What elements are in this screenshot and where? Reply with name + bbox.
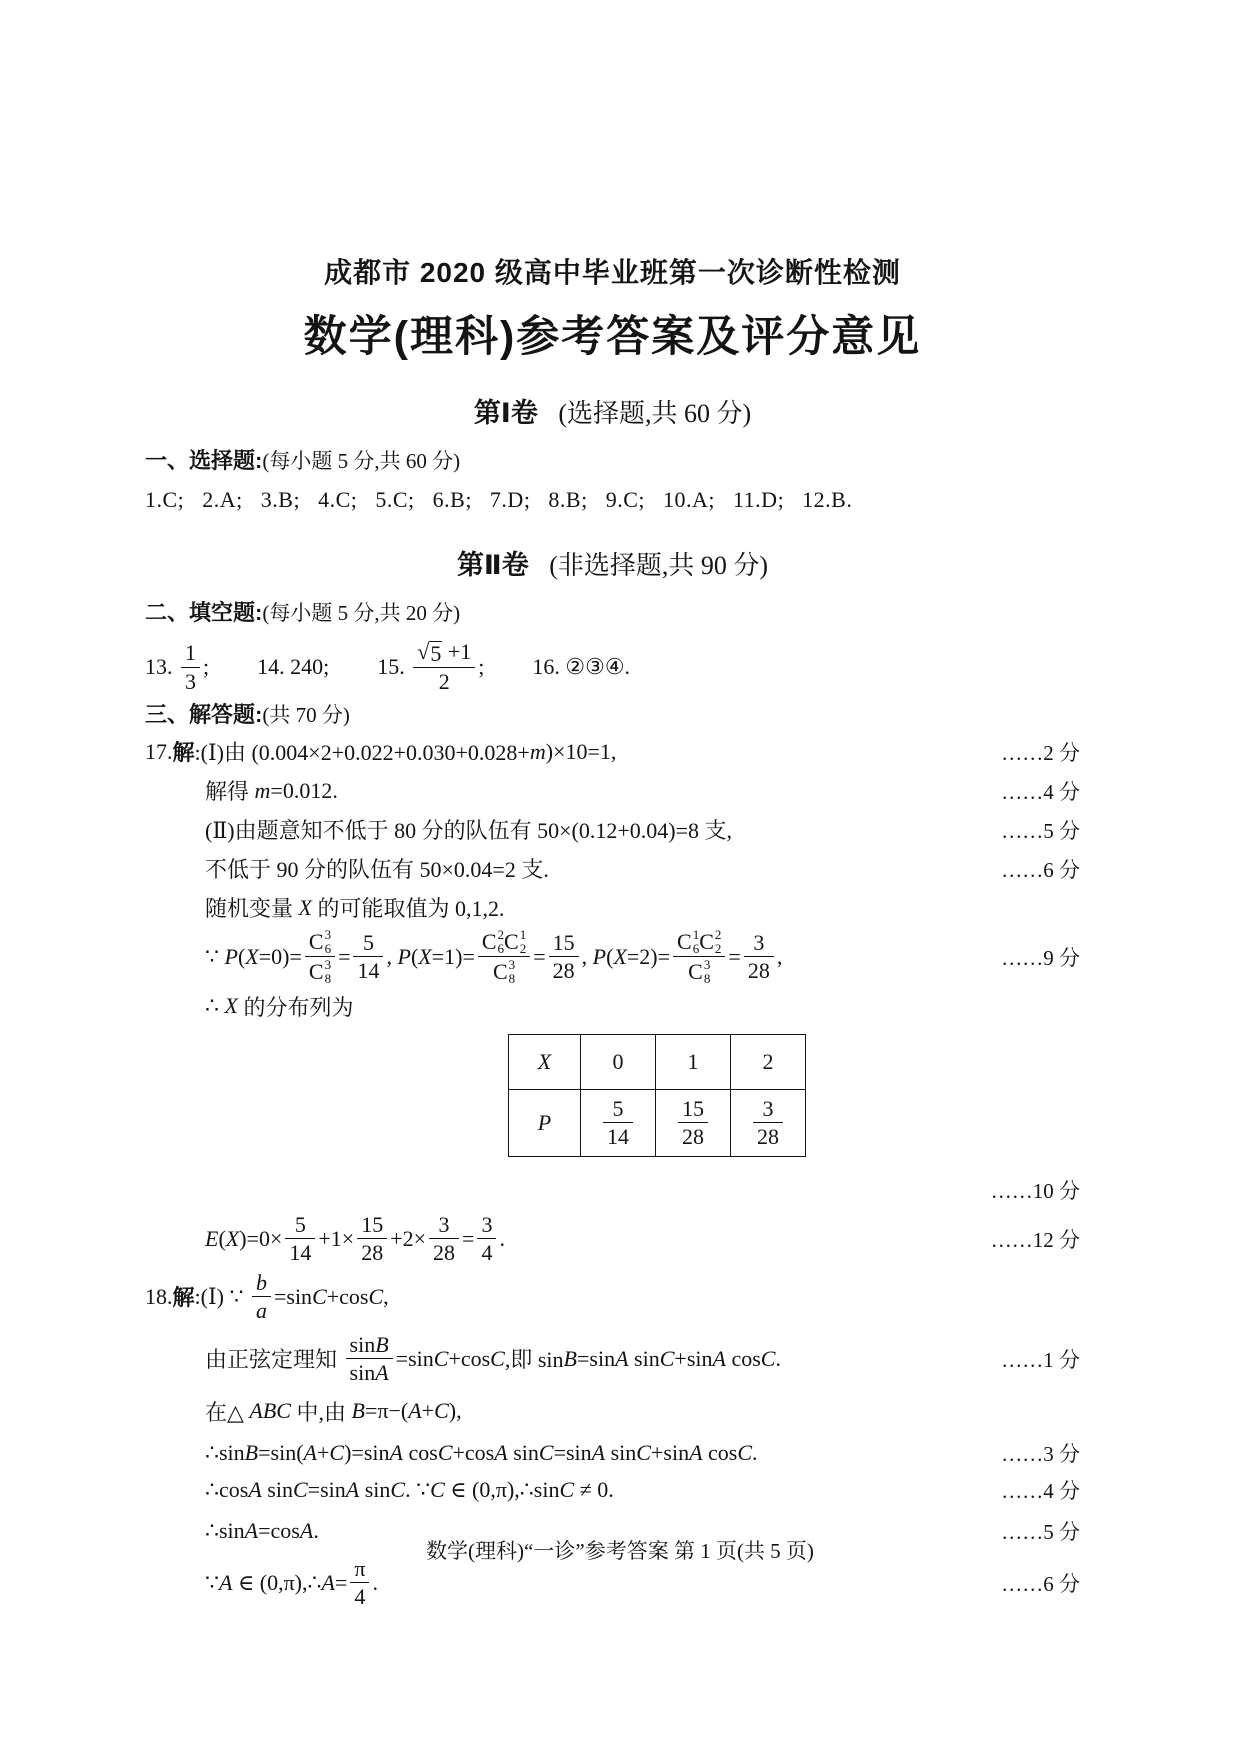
fraction: [744, 930, 774, 984]
combination-symbol: C 3 8: [492, 957, 516, 986]
fraction: [353, 930, 383, 984]
math-variable: X: [225, 1225, 240, 1251]
text-run: ∵: [205, 1569, 219, 1595]
math-variable: A: [219, 1569, 233, 1595]
text-run: 28: [682, 1124, 704, 1150]
text-run: =: [462, 1225, 475, 1251]
q17-line-5: [145, 892, 1080, 923]
math-variable: C: [329, 1439, 345, 1465]
math-variable: m: [529, 738, 546, 764]
text-run: 28: [747, 958, 770, 984]
text-run: sin: [605, 1439, 637, 1465]
sqrt-symbol: √ 5: [417, 639, 442, 667]
text-run: sin: [349, 1360, 376, 1386]
fraction: [753, 1096, 783, 1150]
math-variable: P: [537, 1109, 552, 1135]
text-run: 28: [433, 1240, 456, 1266]
text-run: ,: [386, 943, 398, 969]
math-variable: X: [245, 943, 259, 969]
text-run: . ∵: [405, 1476, 431, 1502]
fill-answers: [145, 638, 1080, 696]
text-run: 15: [361, 1211, 384, 1237]
math-variable: C: [437, 1439, 453, 1465]
text-run: 3: [438, 1211, 450, 1237]
text-run: 不低于 90 分的队伍有 50×0.04=2 支.: [205, 857, 549, 882]
text-run: ,即 sin: [504, 1347, 564, 1373]
text-run: cos: [725, 1345, 761, 1371]
math-variable: B: [244, 1439, 259, 1465]
math-variable: a: [255, 1298, 267, 1324]
math-variable: P: [397, 943, 411, 969]
text-run: +: [317, 1439, 330, 1465]
mcq-section-label: [145, 449, 1080, 473]
table-cell: [581, 1034, 656, 1089]
combination-symbol: C 2 6: [481, 927, 505, 956]
text-run: 2: [762, 1048, 774, 1074]
text-run: ,: [776, 943, 783, 969]
math-variable: A: [591, 1439, 606, 1465]
text-run: .: [499, 1225, 505, 1251]
text-run: 解得: [205, 779, 255, 804]
bold-text-run: 解: [172, 1285, 195, 1311]
text-run: .: [752, 1439, 758, 1465]
text-run: ∴cos: [205, 1476, 249, 1502]
text-run: ∈ (0,π),∴sin: [444, 1476, 560, 1502]
solve-section-label-sub: (共 70 分): [262, 703, 350, 727]
text-run: 13.: [145, 654, 178, 679]
part1-heading-sub: (选择题,共 60 分): [558, 399, 752, 428]
text-run: )=sin: [344, 1439, 390, 1465]
part2-heading: [145, 550, 1080, 581]
math-variable: X: [298, 894, 312, 920]
text-run: (: [606, 943, 614, 969]
math-variable: A: [345, 1476, 360, 1502]
text-run: sin: [261, 1476, 293, 1502]
fraction: [549, 930, 579, 984]
text-run: 15: [552, 929, 575, 955]
text-run: +cos: [448, 1345, 491, 1371]
math-variable: C: [636, 1439, 651, 1465]
text-run: cos: [702, 1439, 738, 1465]
math-variable: P: [592, 943, 607, 969]
math-variable: C: [292, 1476, 308, 1502]
fraction: [252, 1270, 271, 1324]
math-variable: A: [408, 1398, 422, 1424]
text-run: )×10=1,: [545, 738, 617, 764]
text-run: sin: [507, 1439, 539, 1465]
text-run: 18.: [145, 1283, 173, 1309]
math-variable: X: [418, 943, 432, 969]
text-run: +cos: [326, 1283, 369, 1309]
score-label: ……10 分: [990, 1178, 1080, 1203]
text-run: sin: [628, 1345, 660, 1371]
math-variable: A: [375, 1360, 389, 1386]
score-label: ……6 分: [1001, 1571, 1080, 1596]
math-variable: A: [299, 1517, 314, 1543]
math-variable: C: [559, 1476, 575, 1502]
fraction: [357, 1212, 387, 1266]
text-run: ∵: [205, 943, 225, 969]
score-label: ……9 分: [1001, 945, 1080, 970]
combination-symbol: C 3 8: [308, 957, 332, 986]
fill-section-label: [145, 601, 1080, 625]
text-run: 在△: [205, 1399, 250, 1425]
table-row: [509, 1089, 806, 1156]
text-run: :(Ⅰ) ∵: [194, 1283, 249, 1309]
text-run: ;: [478, 653, 485, 679]
table-row: [509, 1034, 806, 1089]
q17-distribution-intro: [145, 991, 1080, 1022]
q17-line-1: [145, 736, 1080, 767]
score-label: ……5 分: [1001, 818, 1080, 843]
math-variable: C: [659, 1345, 675, 1371]
text-run: 1: [687, 1048, 699, 1074]
fraction: [305, 928, 335, 986]
fraction: [603, 1096, 633, 1150]
solve-section-label-main: 三、解答题:: [145, 702, 263, 727]
text-run: =: [533, 943, 546, 969]
math-variable: ABC: [249, 1398, 291, 1424]
text-run: =: [334, 1569, 348, 1595]
text-run: 随机变量: [205, 896, 299, 921]
text-run: .: [372, 1569, 378, 1595]
combination-symbol: C 3 8: [688, 957, 711, 986]
text-run: 5: [362, 929, 374, 955]
part2-heading-sub: (非选择题,共 90 分): [549, 551, 769, 580]
fraction: [285, 1212, 315, 1266]
q17-line-2: [145, 775, 1080, 806]
text-run: +1: [442, 639, 472, 665]
solve-section-label: [145, 703, 1080, 727]
math-variable: B: [563, 1345, 577, 1371]
text-run: )=0×: [239, 1225, 283, 1251]
math-variable: C: [430, 1476, 445, 1502]
table-cell: [731, 1034, 806, 1089]
text-run: sin: [349, 1331, 376, 1357]
text-run: ;: [203, 654, 210, 679]
text-run: =1)=: [431, 943, 475, 969]
text-run: ,: [383, 1283, 389, 1309]
q17-expectation-line: [145, 1211, 1080, 1267]
combination-symbol: C 1 2: [504, 927, 527, 956]
mcq-section-label-sub: (每小题 5 分,共 60 分): [262, 449, 461, 473]
part1-heading-main: 第Ⅰ卷: [473, 398, 538, 428]
table-cell: [656, 1034, 731, 1089]
text-run: ∈ (0,π),∴: [232, 1569, 322, 1595]
math-variable: A: [303, 1439, 317, 1465]
fraction: [413, 639, 475, 694]
score-label: ……5 分: [1001, 1519, 1080, 1544]
table-cell: [509, 1089, 581, 1156]
text-run: =sin: [395, 1345, 434, 1371]
fraction: [181, 640, 200, 694]
text-run: 28: [552, 958, 575, 984]
score-label: ……4 分: [1001, 779, 1080, 804]
page-title-line2: 数学(理科)参考答案及评分意见: [303, 313, 922, 361]
text-run: 14. 240;: [257, 654, 330, 679]
text-run: 15: [682, 1095, 704, 1121]
text-run: +1×: [318, 1225, 355, 1251]
page-title-line1: 成都市 2020 级高中毕业班第一次诊断性检测: [324, 257, 901, 288]
text-run: +: [421, 1398, 435, 1424]
text-run: 14: [607, 1124, 629, 1150]
text-run: 15.: [377, 653, 411, 679]
text-run: 3: [753, 929, 765, 955]
math-variable: C: [538, 1439, 554, 1465]
fill-section-label-main: 二、填空题:: [145, 600, 263, 625]
text-run: 2: [438, 669, 450, 695]
math-variable: m: [254, 777, 271, 803]
score-label: ……12 分: [990, 1227, 1080, 1252]
mcq-section-label-main: 一、选择题:: [145, 448, 263, 473]
math-variable: B: [351, 1398, 365, 1424]
combination-symbol: C 3 6: [308, 927, 332, 956]
table-cell: [581, 1089, 656, 1156]
text-run: 16. ②③④.: [532, 654, 631, 679]
q18-line-3: [145, 1396, 1080, 1427]
text-run: 5: [612, 1095, 624, 1121]
math-variable: A: [494, 1439, 508, 1465]
part2-heading-main: 第Ⅱ卷: [456, 550, 529, 580]
text-run: +cos: [452, 1439, 495, 1465]
table-cell: [656, 1089, 731, 1156]
part1-heading: [145, 398, 1080, 429]
distribution-table: [508, 1034, 806, 1157]
text-run: 5: [294, 1211, 306, 1237]
text-run: π: [354, 1555, 366, 1581]
q17-probability-line: [145, 928, 1080, 986]
q18-line-4: [145, 1438, 1080, 1468]
math-variable: X: [224, 993, 238, 1019]
table-cell: [731, 1089, 806, 1156]
text-run: 3: [481, 1211, 493, 1237]
q18-line-5: [145, 1475, 1080, 1505]
math-variable: A: [248, 1476, 262, 1502]
math-variable: A: [389, 1439, 403, 1465]
text-run: 由正弦定理知: [205, 1347, 343, 1373]
math-variable: C: [312, 1283, 327, 1309]
combination-symbol: C 1 6: [677, 927, 700, 956]
fraction: [477, 1212, 496, 1266]
text-run: 28: [757, 1124, 779, 1150]
text-run: =sin: [553, 1439, 592, 1465]
math-variable: C: [737, 1439, 753, 1465]
text-run: (: [237, 943, 246, 969]
text-run: =: [338, 943, 351, 969]
text-run: 17.: [145, 738, 173, 764]
math-variable: A: [244, 1517, 259, 1543]
fill-answer-14: [257, 654, 329, 680]
text-run: =sin(: [258, 1439, 304, 1465]
text-run: cos: [402, 1439, 438, 1465]
fraction: [350, 1556, 369, 1610]
q18-line-2: [145, 1331, 1080, 1387]
fraction: [346, 1332, 393, 1386]
fraction: [429, 1212, 459, 1266]
bold-text-run: 解: [172, 740, 195, 765]
fill-answer-16: [532, 654, 630, 680]
text-run: (: [410, 943, 419, 969]
math-variable: C: [390, 1476, 406, 1502]
text-run: =2)=: [626, 943, 671, 969]
math-variable: A: [321, 1569, 335, 1595]
math-variable: A: [689, 1439, 703, 1465]
text-run: ,: [581, 943, 593, 969]
text-run: 14: [289, 1240, 312, 1266]
q17-line-3: [145, 814, 1080, 845]
math-variable: C: [434, 1398, 449, 1424]
text-run: :(Ⅰ)由 (0.004×2+0.022+0.030+0.028+: [194, 740, 530, 765]
text-run: =0)=: [258, 943, 302, 969]
text-run: ≠ 0.: [574, 1476, 614, 1502]
math-variable: A: [712, 1345, 726, 1371]
text-run: (Ⅱ)由题意知不低于 80 分的队伍有 50×(0.12+0.04)=8 支,: [205, 818, 732, 843]
table-cell: [509, 1034, 581, 1089]
fill-section-label-sub: (每小题 5 分,共 20 分): [262, 601, 461, 625]
text-run: =π−(: [364, 1398, 409, 1424]
text-run: =sin: [307, 1476, 346, 1502]
text-run: =sin: [273, 1283, 313, 1309]
text-run: 1: [185, 640, 196, 666]
text-run: sin: [359, 1476, 391, 1502]
text-run: +2×: [390, 1225, 427, 1251]
score-label: ……2 分: [1001, 740, 1080, 765]
text-run: 3: [762, 1095, 774, 1121]
score-label: ……4 分: [1001, 1478, 1080, 1503]
text-run: =: [728, 943, 741, 969]
text-run: =0.012.: [270, 777, 338, 803]
text-run: =sin: [577, 1345, 616, 1371]
q18-line-1: [145, 1269, 1080, 1325]
math-variable: P: [224, 943, 238, 969]
score-label: ……3 分: [1001, 1441, 1080, 1466]
text-run: +sin: [650, 1439, 690, 1465]
math-variable: C: [433, 1345, 449, 1371]
fraction: [478, 928, 530, 986]
text-run: +sin: [674, 1345, 713, 1371]
math-variable: A: [615, 1345, 629, 1371]
text-run: 0: [612, 1048, 624, 1074]
math-variable: C: [368, 1283, 384, 1309]
page-footer: 数学(理科)“一诊”参考答案 第 1 页(共 5 页): [426, 1539, 814, 1563]
fraction: [673, 928, 725, 986]
q17-score-10-line: [145, 1175, 1080, 1205]
math-variable: b: [255, 1269, 267, 1295]
score-label: ……1 分: [1001, 1347, 1080, 1372]
math-variable: X: [613, 943, 627, 969]
text-run: ∴sin: [205, 1517, 245, 1543]
text-run: ∴: [205, 993, 225, 1019]
fill-answer-13: [145, 640, 209, 694]
text-run: 的可能取值为 0,1,2.: [311, 896, 505, 921]
combination-symbol: C 2 2: [699, 927, 722, 956]
text-run: =cos: [258, 1517, 300, 1543]
math-variable: E: [205, 1225, 219, 1251]
text-run: 3: [185, 668, 196, 694]
text-run: 中,由: [290, 1399, 352, 1425]
text-run: 4: [354, 1584, 366, 1610]
text-run: 14: [357, 958, 380, 984]
text-run: .: [775, 1345, 781, 1371]
text-run: (: [218, 1225, 226, 1251]
mcq-answers: 1.C; 2.A; 3.B; 4.C; 5.C; 6.B; 7.D; 8.B; 9.C; 10.A; 11.D; 12.B.: [145, 487, 853, 512]
text-run: .: [313, 1517, 319, 1543]
math-variable: C: [490, 1345, 505, 1371]
text-run: 28: [361, 1240, 384, 1266]
text-run: ∴sin: [205, 1439, 245, 1465]
text-run: ),: [448, 1398, 462, 1424]
fraction: [678, 1096, 708, 1150]
fill-answer-15: [377, 639, 484, 694]
score-label: ……6 分: [1001, 857, 1080, 882]
math-variable: X: [537, 1048, 552, 1074]
q17-line-4: [145, 853, 1080, 884]
text-run: 的分布列为: [237, 994, 354, 1020]
math-variable: C: [760, 1345, 776, 1371]
text-run: 4: [481, 1240, 493, 1266]
math-variable: B: [375, 1331, 389, 1357]
